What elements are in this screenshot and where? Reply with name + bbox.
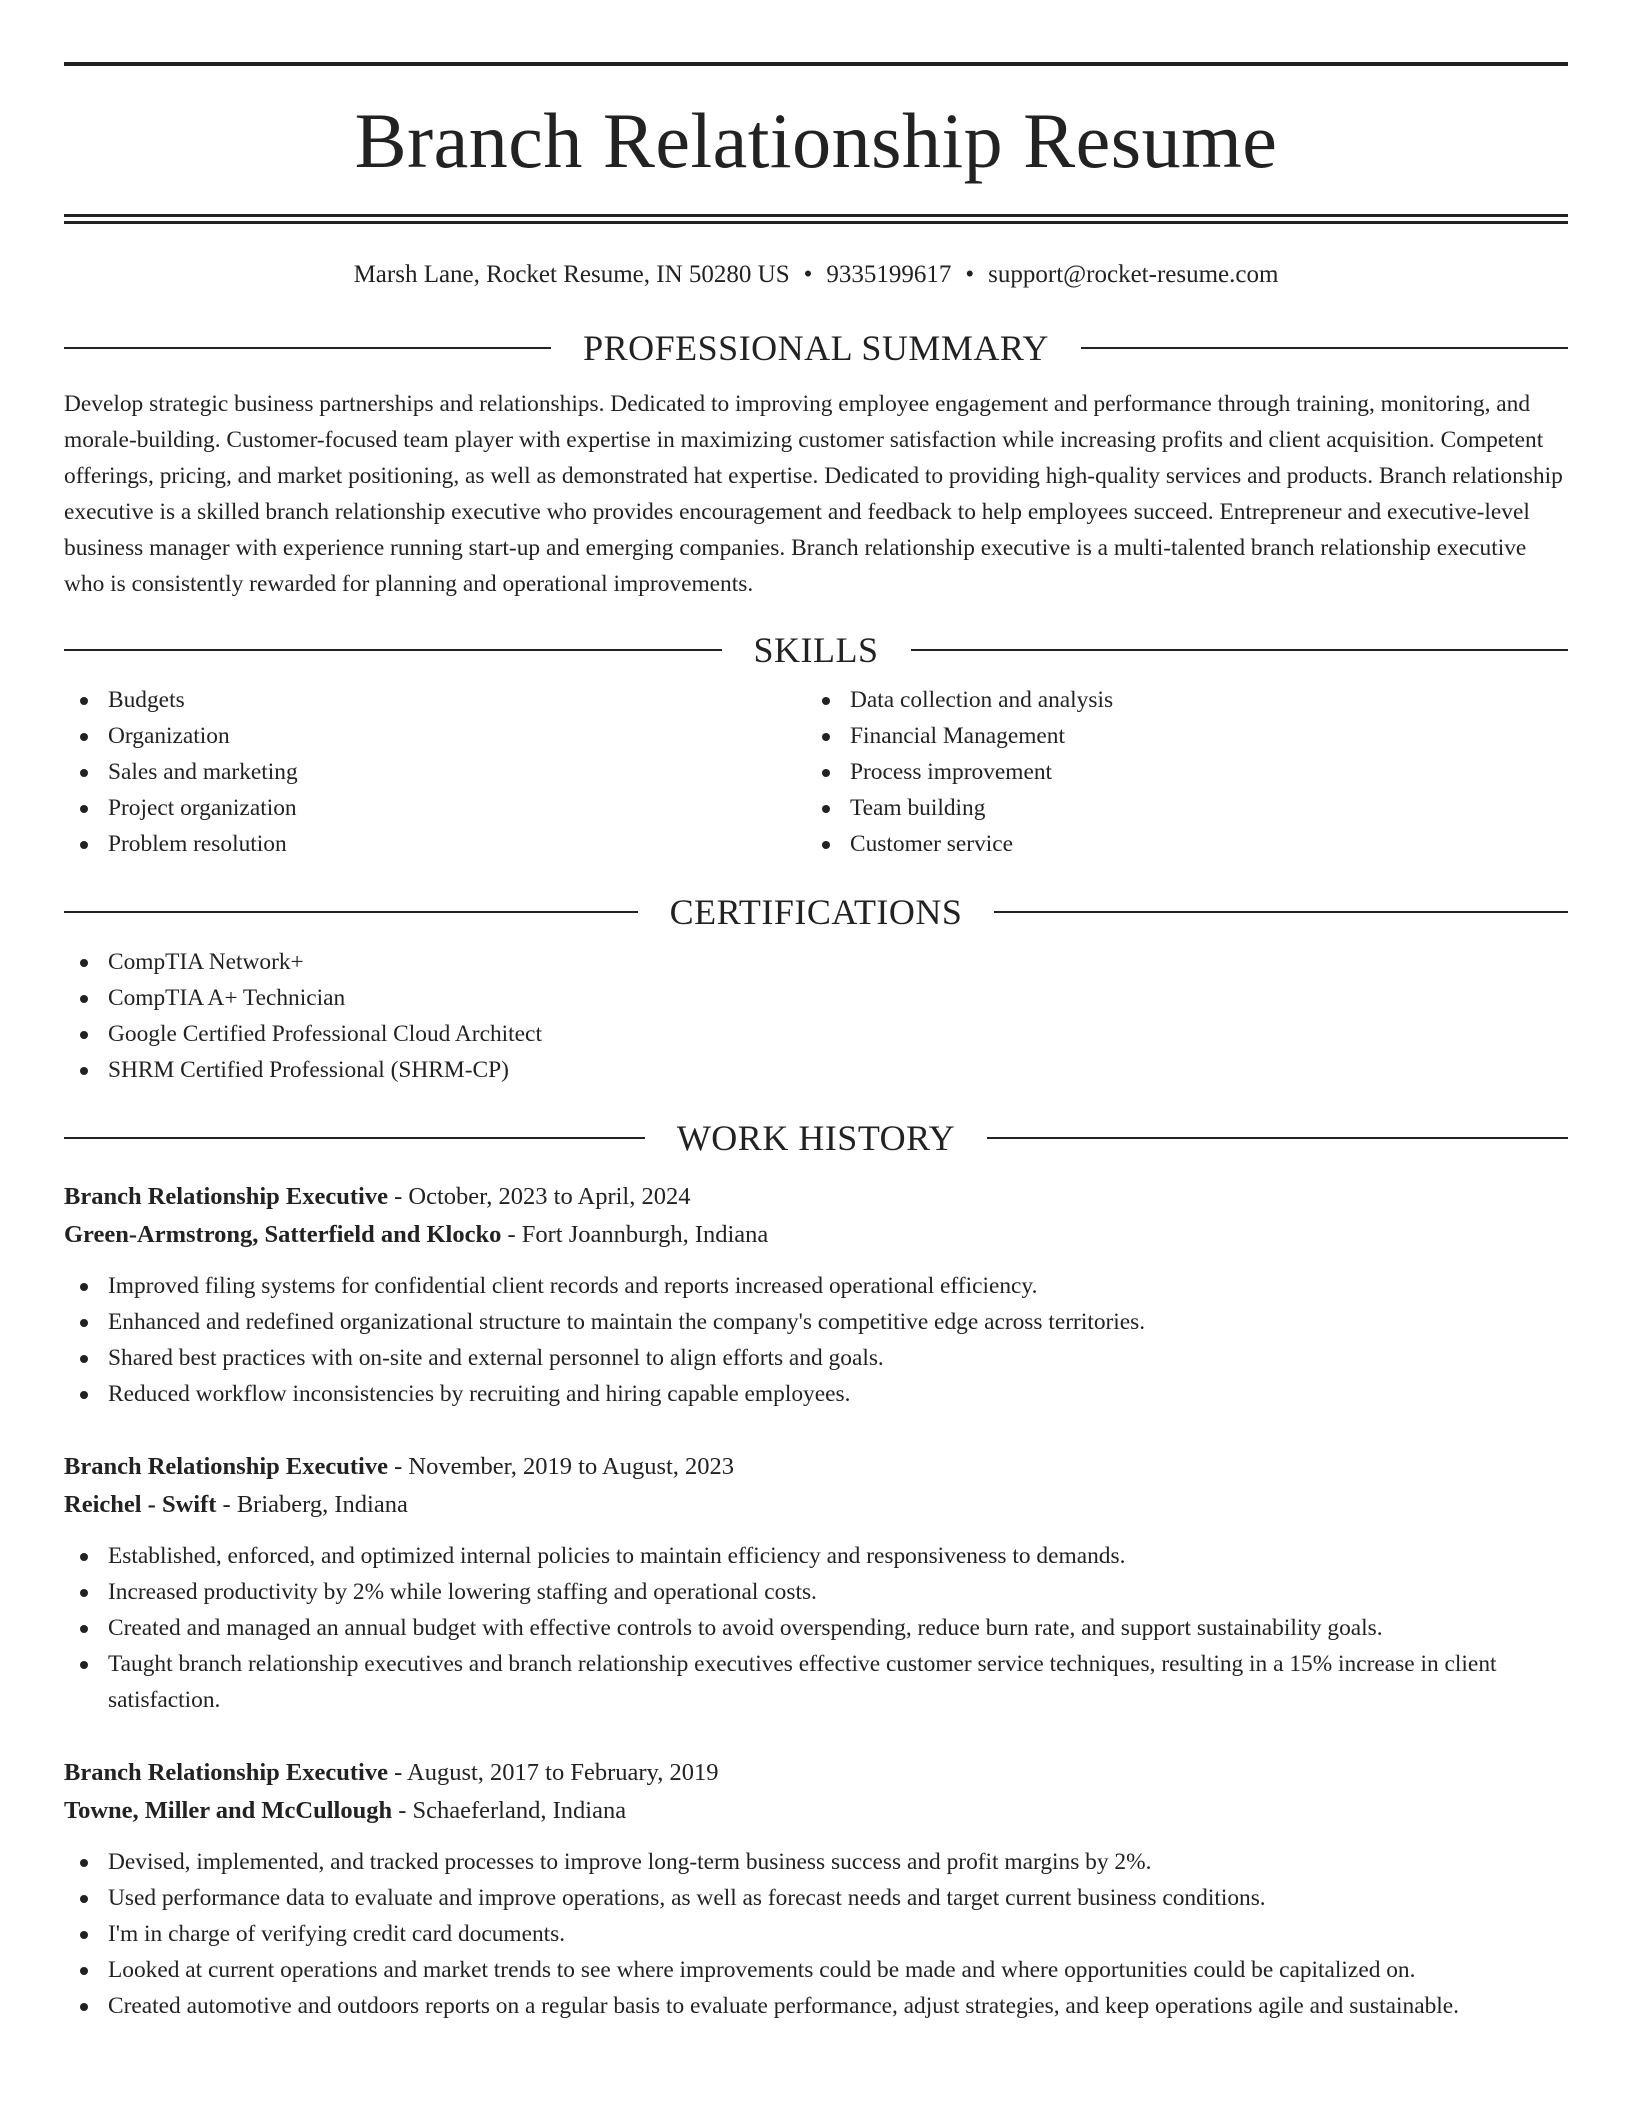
skills-grid [64, 682, 1568, 862]
skill-item: Budgets [64, 682, 806, 718]
job-title-line [64, 1754, 1568, 1792]
certifications-section-heading [64, 894, 1568, 930]
job-bullet: Improved filing systems for confidential client records and reports increased operational efficiency. [64, 1268, 1568, 1304]
job-location: - Briaberg, Indiana [216, 1491, 408, 1518]
skill-item: Customer service [806, 826, 1548, 862]
skills-list-right [806, 682, 1548, 862]
contact-separator: • [965, 261, 975, 288]
heading-rule [64, 911, 638, 913]
job-dates: - August, 2017 to February, 2019 [387, 1759, 719, 1786]
work-heading: WORK HISTORY [676, 1118, 956, 1158]
skill-item: Sales and marketing [64, 754, 806, 790]
skill-item: Financial Management [806, 718, 1548, 754]
skill-item: Process improvement [806, 754, 1548, 790]
job-entry [64, 1754, 1568, 2024]
skills-heading: SKILLS [753, 630, 879, 670]
resume-title: Branch Relationship Resume [354, 97, 1278, 184]
job-bullet: Taught branch relationship executives and branch relationship executives effective customer service techniques, resulting in a 15% increase in client satisfaction. [64, 1646, 1568, 1718]
certification-item: CompTIA A+ Technician [64, 980, 1568, 1016]
skill-item: Team building [806, 790, 1548, 826]
job-bullets [64, 1538, 1568, 1718]
job-company-line [64, 1792, 1568, 1830]
job-entry [64, 1448, 1568, 1718]
summary-section-heading [64, 330, 1568, 366]
skill-item: Problem resolution [64, 826, 806, 862]
heading-rule [64, 347, 551, 349]
summary-heading: PROFESSIONAL SUMMARY [583, 328, 1049, 368]
top-rule [64, 62, 1568, 66]
certification-item: SHRM Certified Professional (SHRM-CP) [64, 1052, 1568, 1088]
job-location: - Schaeferland, Indiana [392, 1797, 627, 1824]
certification-item: CompTIA Network+ [64, 944, 1568, 980]
contact-phone: 9335199617 [826, 261, 952, 288]
job-bullet: Enhanced and redefined organizational structure to maintain the company's competitive edge across territories. [64, 1304, 1568, 1340]
job-location: - Fort Joannburgh, Indiana [501, 1221, 769, 1248]
job-bullet: Created and managed an annual budget with effective controls to avoid overspending, reduce burn rate, and support sustainability goals. [64, 1610, 1568, 1646]
job-dates: - November, 2019 to August, 2023 [387, 1453, 735, 1480]
job-dates: - October, 2023 to April, 2024 [387, 1183, 691, 1210]
work-section-heading [64, 1120, 1568, 1156]
heading-rule [64, 649, 722, 651]
job-title-line [64, 1448, 1568, 1486]
heading-rule [64, 1137, 645, 1139]
job-bullet: Increased productivity by 2% while lowering staffing and operational costs. [64, 1574, 1568, 1610]
heading-rule [994, 911, 1568, 913]
job-bullet: Shared best practices with on-site and external personnel to align efforts and goals. [64, 1340, 1568, 1376]
job-role: Branch Relationship Executive [64, 1453, 388, 1480]
job-bullet: Looked at current operations and market trends to see where improvements could be made and where opportunities could be capitalized on. [64, 1952, 1568, 1988]
job-company: Reichel - Swift [64, 1491, 217, 1518]
contact-separator: • [803, 261, 813, 288]
job-title-line [64, 1178, 1568, 1216]
job-bullet: Established, enforced, and optimized internal policies to maintain efficiency and responsiveness to demands. [64, 1538, 1568, 1574]
job-bullet: I'm in charge of verifying credit card documents. [64, 1916, 1568, 1952]
job-company: Towne, Miller and McCullough [64, 1797, 393, 1824]
certification-item: Google Certified Professional Cloud Architect [64, 1016, 1568, 1052]
job-bullet: Used performance data to evaluate and improve operations, as well as forecast needs and target current business conditions. [64, 1880, 1568, 1916]
job-company-line [64, 1216, 1568, 1254]
contact-email: support@rocket-resume.com [988, 261, 1279, 288]
job-role: Branch Relationship Executive [64, 1759, 388, 1786]
skill-item: Organization [64, 718, 806, 754]
contact-address: Marsh Lane, Rocket Resume, IN 50280 US [353, 261, 790, 288]
job-bullet: Devised, implemented, and tracked processes to improve long-term business success and profit margins by 2%. [64, 1844, 1568, 1880]
job-bullet: Created automotive and outdoors reports on a regular basis to evaluate performance, adjust strategies, and keep operations agile and sustainable. [64, 1988, 1568, 2024]
certifications-list [64, 944, 1568, 1088]
job-company: Green-Armstrong, Satterfield and Klocko [64, 1221, 502, 1248]
title-double-rule [64, 214, 1568, 224]
skill-item: Data collection and analysis [806, 682, 1548, 718]
heading-rule [911, 649, 1569, 651]
job-role: Branch Relationship Executive [64, 1183, 388, 1210]
skills-list-left [64, 682, 806, 862]
job-bullet: Reduced workflow inconsistencies by recruiting and hiring capable employees. [64, 1376, 1568, 1412]
job-company-line [64, 1486, 1568, 1524]
job-bullets [64, 1268, 1568, 1412]
job-bullets [64, 1844, 1568, 2024]
skills-section-heading [64, 632, 1568, 668]
certifications-heading: CERTIFICATIONS [669, 892, 963, 932]
skill-item: Project organization [64, 790, 806, 826]
heading-rule [987, 1137, 1568, 1139]
summary-text: Develop strategic business partnerships and relationships. Dedicated to improving employee engagement and performance through training, monitoring, and morale-building. Customer-focused team player with expertise in maximizing customer satisfaction while increasing profits and client acquisition. Competent offerings, pricing, and market positioning, as well as demonstrated hat expertise. Dedicated to providing high-quality services and products. Branch relationship executive is a skilled branch relationship executive who provides encouragement and feedback to help employees succeed. Entrepreneur and executive-level business manager with experience running start-up and emerging companies. Branch relationship executive is a multi-talented branch relationship executive who is consistently rewarded for planning and operational improvements. [64, 391, 1563, 597]
heading-rule [1081, 347, 1568, 349]
contact-line [64, 260, 1568, 290]
job-entry [64, 1178, 1568, 1412]
